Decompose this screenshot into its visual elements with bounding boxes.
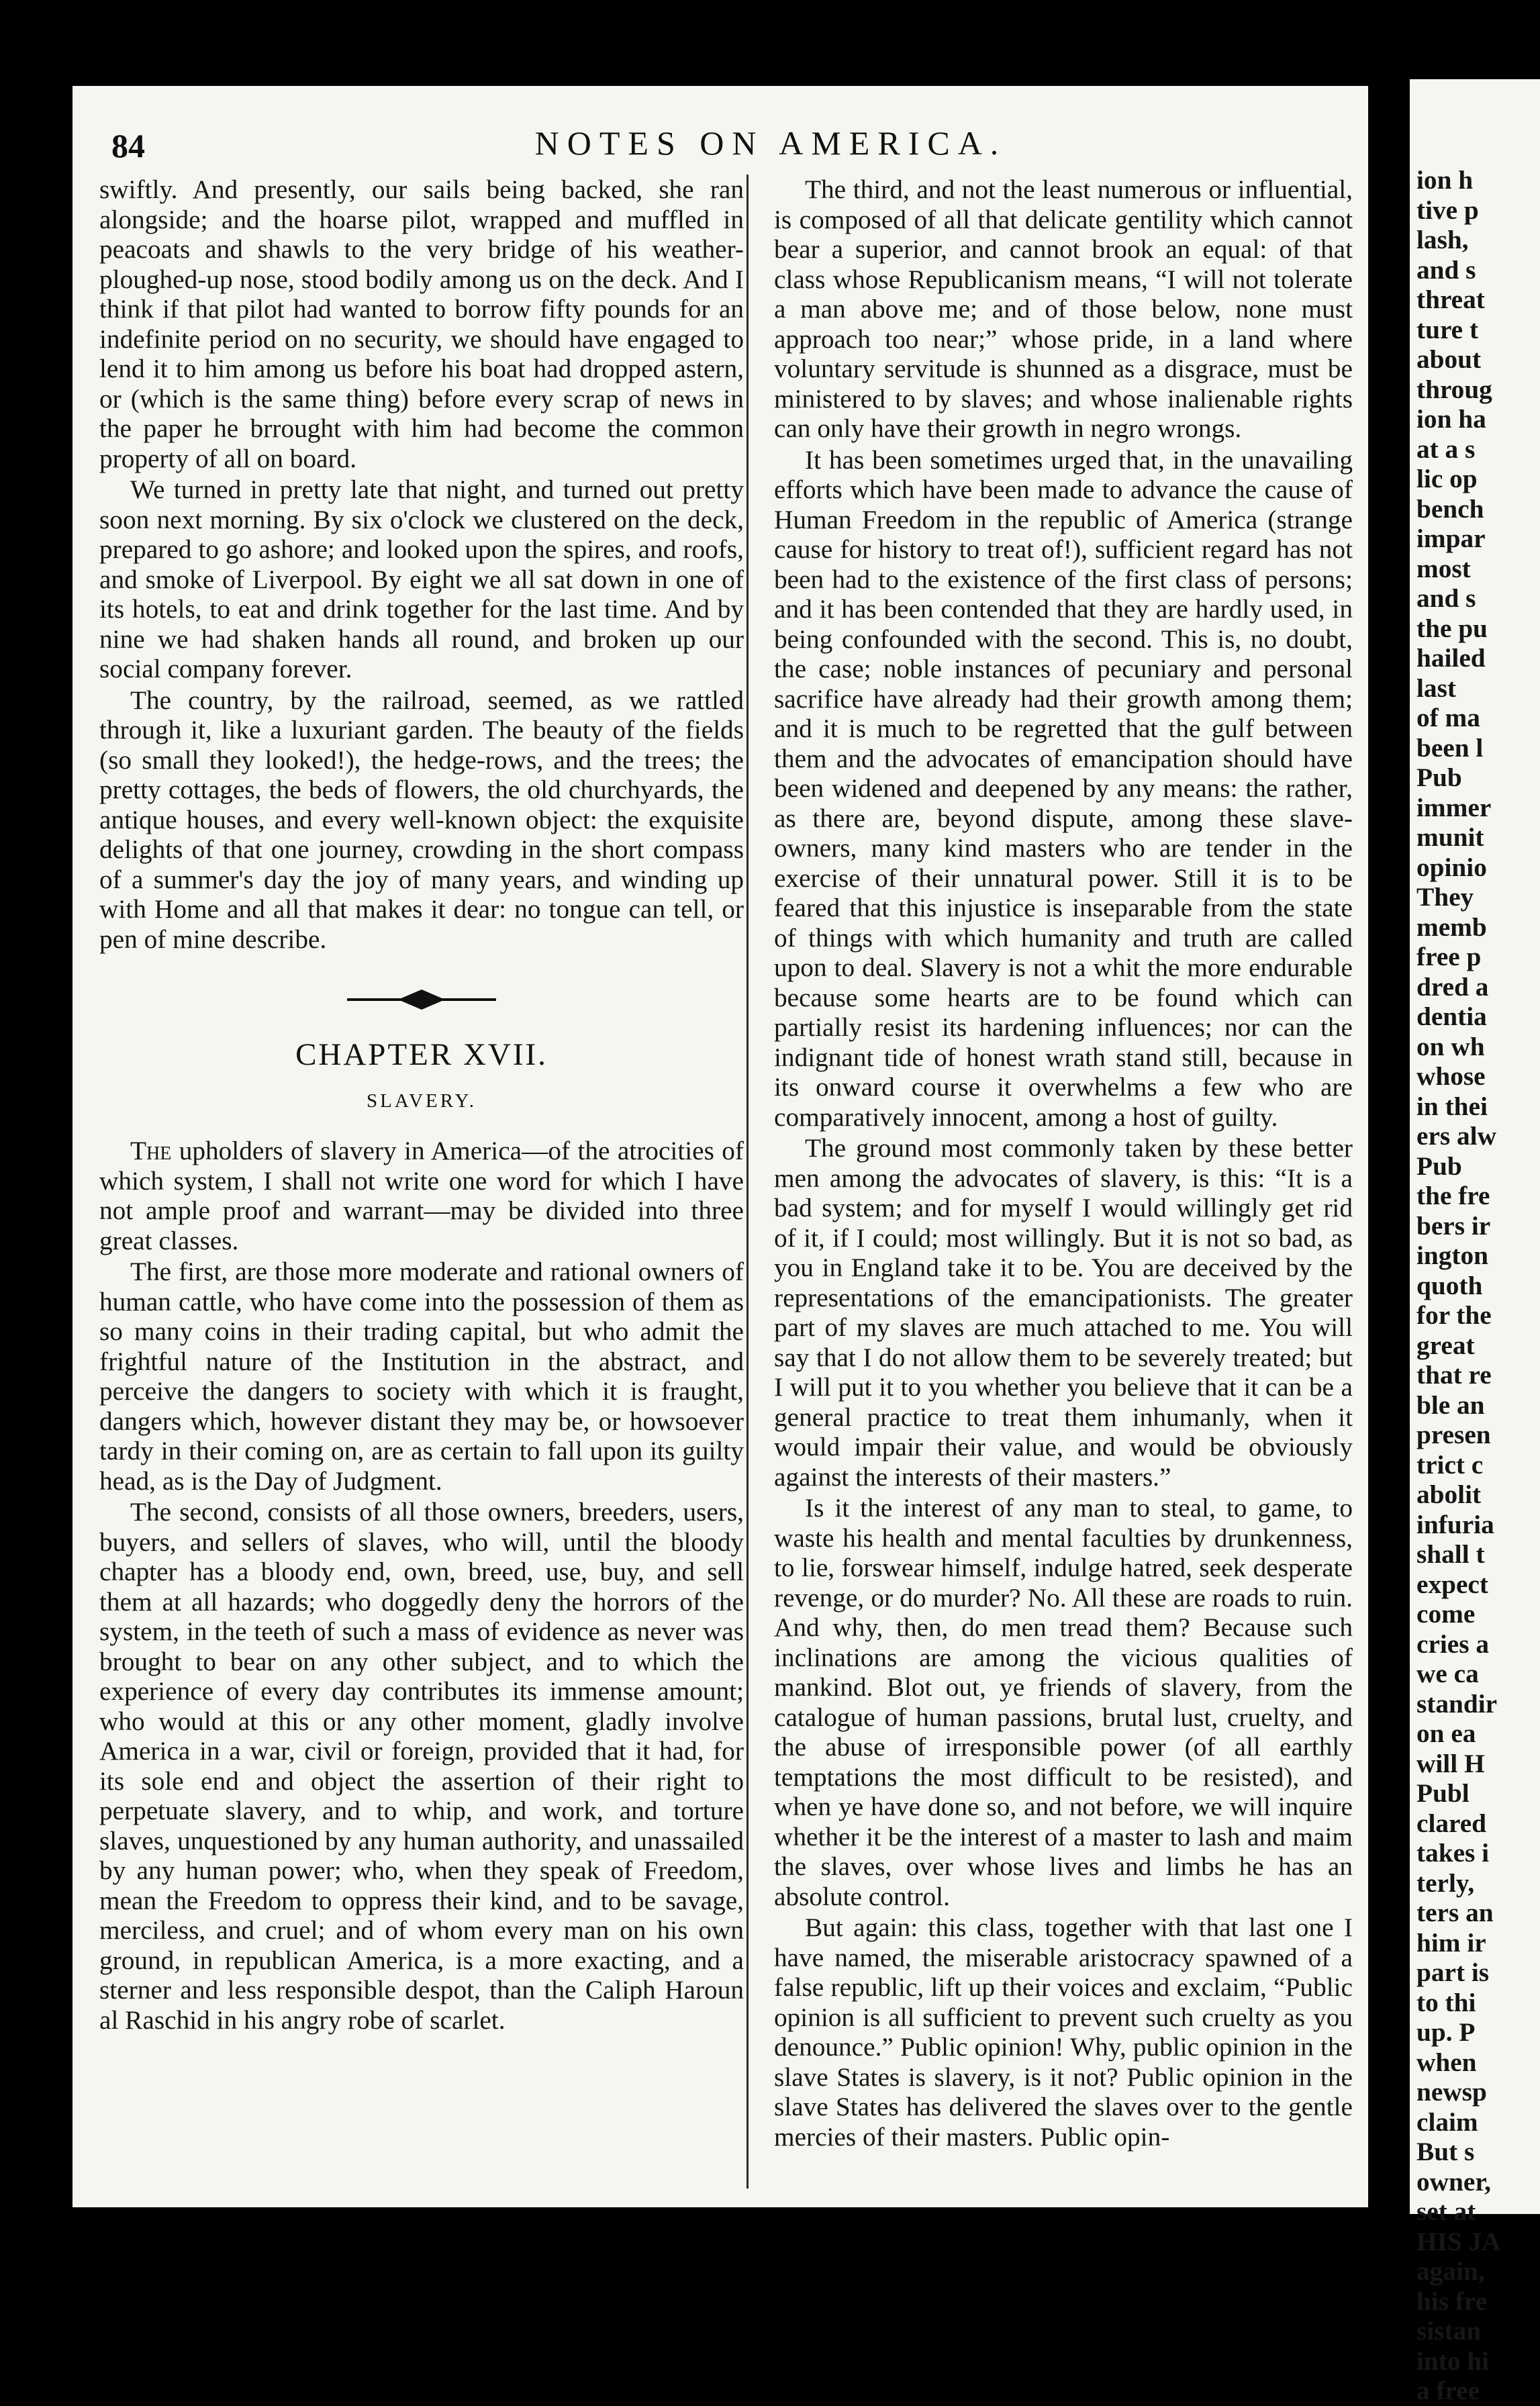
next-page-line: trict c — [1416, 1449, 1484, 1480]
paragraph — [99, 1136, 744, 1255]
next-page-line: into hi — [1416, 2346, 1490, 2376]
next-page-line: takes i — [1416, 1838, 1490, 1868]
next-page-line: opinio — [1416, 852, 1487, 882]
next-page-line: last — [1416, 673, 1456, 703]
ornament-divider — [99, 986, 744, 1013]
next-page-line: infuria — [1416, 1509, 1494, 1539]
next-page-line: quoth — [1416, 1270, 1483, 1300]
next-page-line: him ir — [1416, 1927, 1486, 1958]
paragraph: The country, by the railroad, seemed, as we rattled through it, like a luxuriant garden. The beauty of the fields (so small they looked!), the hedge-rows, and the trees; the pretty cottages, the beds of flowers, the old churchyards, the antique houses, and every well-known object: the exquisite delights of that one journey, crowding in the short compass of a summer's day the joy of many years, and winding up with Home and all that makes it dear: no tongue can tell, or pen of mine describe. — [99, 685, 744, 954]
next-page-line: shall t — [1416, 1539, 1485, 1569]
next-page-line: HIS JA — [1416, 2226, 1501, 2256]
next-page-line: Pub — [1416, 1151, 1462, 1181]
next-page-line: standir — [1416, 1688, 1498, 1719]
next-page-line: newsp — [1416, 2077, 1487, 2107]
next-page-line: ters an — [1416, 1898, 1494, 1927]
paragraph-text: upholders of slavery in America—of the atrocities of which system, I shall not write one word for which I have not ample proof and warrant—may be divided into three great classes. — [99, 1136, 744, 1255]
chapter-title: CHAPTER XVII. — [295, 1037, 548, 1072]
next-page-line: Publ — [1416, 1778, 1470, 1808]
right-column — [774, 175, 1353, 2152]
lead-word: The — [130, 1136, 172, 1165]
paragraph: The third, and not the least numerous or influential, is composed of all that delicate gentility which cannot bear a superior, and cannot brook an equal: of that class whose Republicanism means, “I will not tolerate a man above me; and of those below, none must approach too near;” whose pride, in a land where voluntary servitude is shunned as a disgrace, must be ministered to by slaves; and whose inalienable rights can only have their growth in negro wrongs. — [774, 175, 1353, 443]
next-page-line: lic op — [1416, 464, 1478, 493]
left-column — [99, 175, 744, 2035]
next-page-line: whose — [1416, 1061, 1486, 1091]
next-page-line: the fre — [1416, 1181, 1490, 1210]
next-page-line: owner, — [1416, 2166, 1491, 2197]
next-page-line: on wh — [1416, 1031, 1485, 1061]
next-page-line: But s — [1416, 2137, 1475, 2166]
next-page-line: of ma — [1416, 703, 1480, 732]
next-page-line: Pub — [1416, 763, 1462, 792]
next-page-line: we ca — [1416, 1659, 1479, 1688]
next-page-line: throug — [1416, 374, 1492, 404]
next-page-line: on ea — [1416, 1719, 1476, 1748]
next-page-line: munit — [1416, 822, 1484, 852]
next-page-line: ion h — [1416, 165, 1474, 195]
book-gutter — [1368, 0, 1410, 2282]
next-page-edge — [1410, 79, 1540, 2405]
paragraph: Is it the interest of any man to steal, to game, to waste his health and mental faculties by drunkenness, to lie, forswear himself, indulge hatred, seek desperate revenge, or do murder? No. All these are roads to ruin. And why, then, do men tread them? Because such inclinations are among the vicious qualities of mankind. Blot out, ye friends of slavery, from the catalogue of human passions, brutal lust, cruelty, and the abuse of irresponsible power (of all earthly temptations the most difficult to be resisted), and when ye have done so, and not before, we will inquire whether it be the interest of a master to lash and maim the slaves, over whose lives and limbs he has an absolute control. — [774, 1493, 1353, 1911]
next-page-line: most — [1416, 553, 1471, 583]
next-page-line: abolit — [1416, 1480, 1482, 1509]
next-page-line: and s — [1416, 254, 1476, 285]
book-page — [73, 86, 1368, 2207]
next-page-line: ington — [1416, 1241, 1489, 1270]
next-page-line: ture t — [1416, 314, 1479, 344]
paragraph: We turned in pretty late that night, and turned out pretty soon next morning. By six o'clock we clustered on the deck, prepared to go ashore; and looked upon the spires, and roofs, and smoke of Liverpool. By eight we all sat down in one of its hotels, to eat and drink together for the last time. And by nine we had shaken hands all round, and broken up our social company forever. — [99, 475, 744, 683]
next-page-line: come — [1416, 1599, 1476, 1629]
next-page-line: set at — [1416, 2197, 1476, 2226]
next-page-line: free p — [1416, 942, 1482, 971]
next-page-line: cries a — [1416, 1629, 1490, 1659]
column-rule — [747, 175, 749, 2188]
next-page-line: part is — [1416, 1958, 1490, 1987]
next-page-line: been l — [1416, 732, 1484, 763]
ornament-icon — [344, 986, 499, 1013]
next-page-line: and s — [1416, 583, 1476, 613]
next-page-line: when — [1416, 2047, 1477, 2077]
next-page-line: up. P — [1416, 2017, 1476, 2047]
next-page-line: tive p — [1416, 195, 1479, 225]
next-page-line: clared — [1416, 1808, 1487, 1838]
next-page-line: in thei — [1416, 1091, 1488, 1121]
next-page-line: the pu — [1416, 613, 1488, 643]
next-page-line: dred a — [1416, 971, 1489, 1002]
next-page-line: again, — [1416, 2256, 1485, 2286]
next-page-line: about — [1416, 344, 1482, 374]
next-page-line: They — [1416, 882, 1474, 912]
next-page-line: a free — [1416, 2376, 1480, 2405]
next-page-line: ble an — [1416, 1390, 1485, 1420]
paragraph: The first, are those more moderate and rational owners of human cattle, who have come into the possession of them as so many coins in their trading capital, but who admit the frightful nature of the Institution in the abstract, and perceive the dangers to society with which it is fraught, dangers which, however distant they may be, or howsoever tardy in their coming on, are as certain to fall upon its guilty head, as is the Day of Judgment. — [99, 1257, 744, 1496]
chapter-subtitle: SLAVERY. — [367, 1090, 477, 1112]
page-number: 84 — [111, 127, 145, 164]
next-page-line: claim — [1416, 2107, 1478, 2137]
next-page-line: will H — [1416, 1748, 1485, 1778]
next-page-line: expect — [1416, 1569, 1488, 1599]
next-page-line: sistan — [1416, 2316, 1482, 2346]
next-page-line: bers ir — [1416, 1210, 1491, 1241]
next-page-line: memb — [1416, 912, 1487, 942]
next-page-line: impar — [1416, 524, 1486, 553]
paragraph: The second, consists of all those owners, breeders, users, buyers, and sellers of slaves, who will, until the bloody chapter has a bloody end, own, breed, use, buy, and sell them at all hazards; who doggedly deny the horrors of the system, in the teeth of such a mass of evidence as never was brought to bear on any other subject, and to which the experience of every day contributes its immense amount; who would at this or any other moment, gladly involve America in a war, civil or foreign, provided that it had, for its sole end and object the assertion of their right to perpetuate slavery, and to whip, and work, and torture slaves, unquestioned by any human authority, and unassailed by any human power; who, when they speak of Freedom, mean the Freedom to oppress their kind, and to be savage, merciless, and cruel; and of whom every man on his own ground, in republican America, is a more exacting, and a sterner and less responsible despot, than the Caliph Haroun al Raschid in his angry robe of scarlet. — [99, 1497, 744, 2035]
next-page-line: ion ha — [1416, 404, 1486, 434]
next-page-line: hailed — [1416, 643, 1486, 673]
next-page-line: at a s — [1416, 434, 1476, 464]
next-page-line: dentia — [1416, 1002, 1487, 1031]
running-head: NOTES ON AMERICA. — [534, 124, 1007, 162]
next-page-line: presen — [1416, 1420, 1491, 1449]
paragraph: But again: this class, together with that last one I have named, the miserable aristocracy spawned of a false republic, lift up their voices and exclaim, “Public opinion is all sufficient to prevent such cruelty as you denounce.” Public opinion! Why, public opinion in the slave States is slavery, is it not? Public opinion in the slave States has delivered the slaves over to the gentle mercies of their masters. Public opin- — [774, 1913, 1353, 2152]
next-page-line: for the — [1416, 1300, 1492, 1330]
next-page-line: to thi — [1416, 1987, 1476, 2017]
paragraph: The ground most commonly taken by these better men among the advocates of slavery, is this: “It is a bad system; and for myself I would willingly get rid of it, if I could; most willingly. But it is not so bad, as you in England take it to be. You are deceived by the representations of the emancipationists. The greater part of my slaves are much attached to me. You will say that I do not allow them to be severely treated; but I will put it to you whether you believe that it can be a general practice to treat them inhumanly, when it would impair their value, and would be obviously against the interests of their masters.” — [774, 1133, 1353, 1492]
next-page-line: lash, — [1416, 225, 1469, 254]
page-header — [73, 99, 1368, 164]
paragraph: swiftly. And presently, our sails being backed, she ran alongside; and the hoarse pilot, wrapped and muffled in peacoats and shawls to the very bridge of his weather-ploughed-up nose, stood bodily among us on the deck. And I think if that pilot had wanted to borrow fifty pounds for an indefinite period on no security, we should have engaged to lend it to him among us before his boat had dropped astern, or (which is the same thing) before every scrap of news in the paper he brrought with him had become the common property of all on board. — [99, 175, 744, 473]
next-page-line: immer — [1416, 792, 1492, 822]
paragraph: It has been sometimes urged that, in the unavailing efforts which have been made to advance the cause of Human Freedom in the republic of America (strange cause for history to treat of!), sufficient regard has not been had to the existence of the first class of persons; and it has been contended that they are hardly used, in being confounded with the second. This is, no doubt, the case; noble instances of pecuniary and personal sacrifice have already had their growth among them; and it is much to be regretted that the gulf between them and the advocates of emancipation should have been widened and deepened by any means: the rather, as there are, beyond dispute, among these slave-owners, many kind masters who are tender in the exercise of their unnatural power. Still it is to be feared that this injustice is inseparable from the state of things with which humanity and truth are called upon to deal. Slavery is not a whit the more endurable because some hearts are to be found which can partially resist its hardening influences; nor can the indignant tide of honest wrath stand still, because in its onward course it overwhelms a few who are comparatively innocent, among a host of guilty. — [774, 444, 1353, 1132]
next-page-line: that re — [1416, 1360, 1492, 1390]
next-page-line: bench — [1416, 493, 1484, 524]
next-page-line: his fre — [1416, 2286, 1488, 2316]
next-page-line: threat — [1416, 285, 1485, 314]
next-page-line: great — [1416, 1330, 1475, 1360]
next-page-line: terly, — [1416, 1868, 1475, 1898]
next-page-line: ers alw — [1416, 1121, 1496, 1151]
next-page-text — [1416, 165, 1540, 2406]
